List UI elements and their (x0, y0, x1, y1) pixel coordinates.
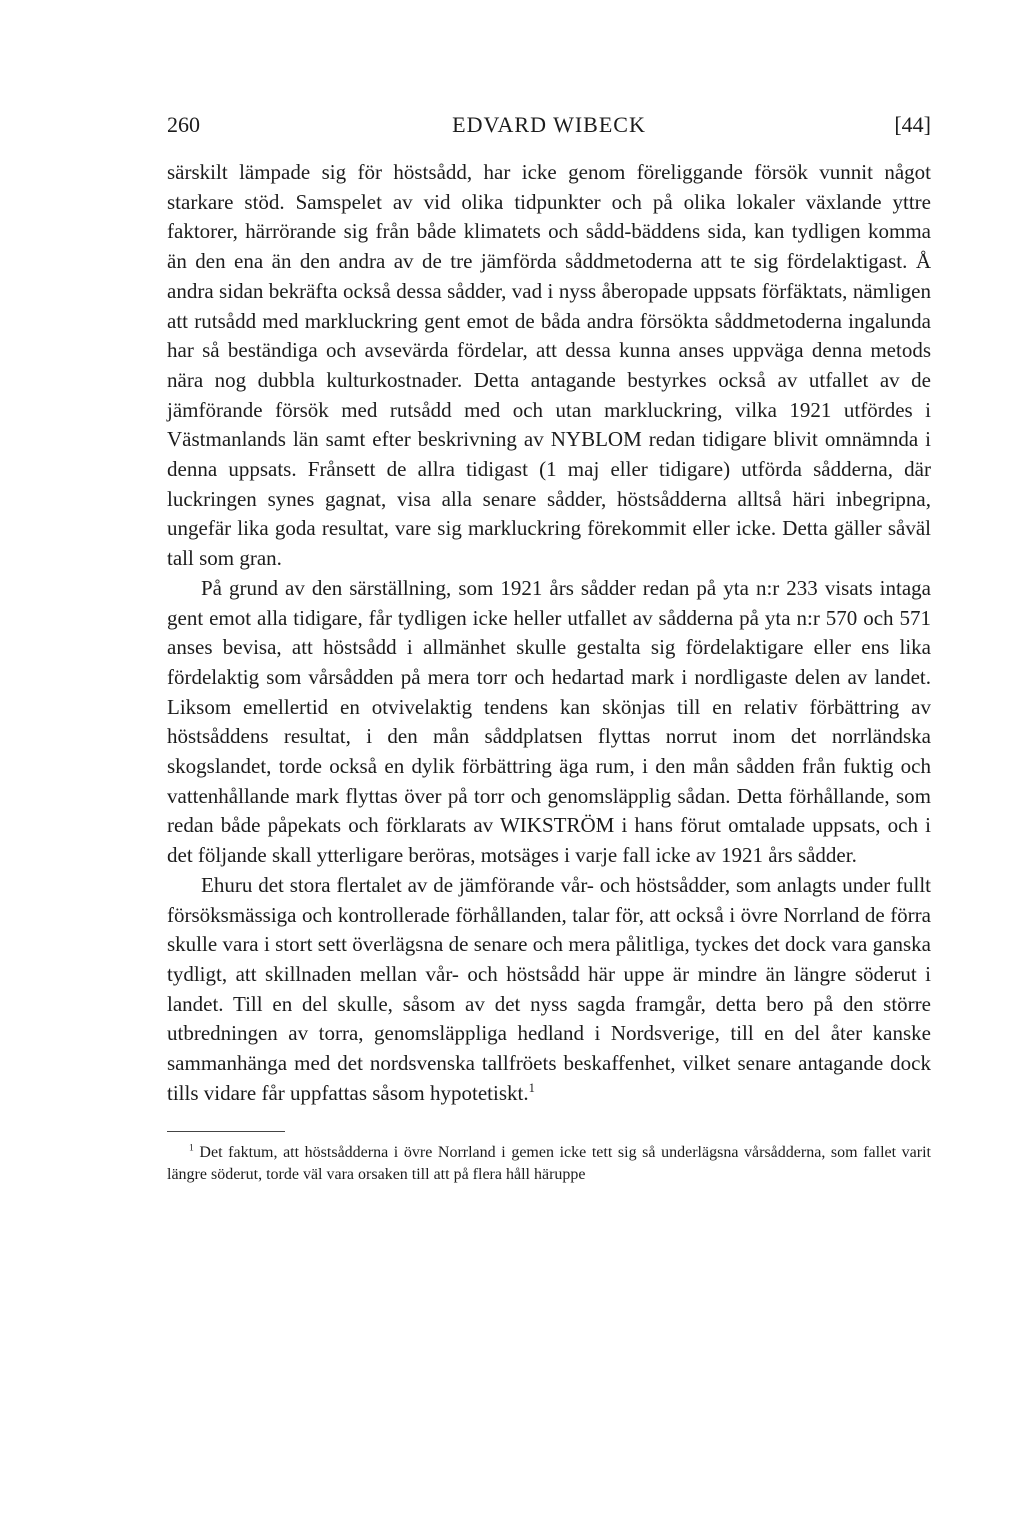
footnote-text: Det faktum, att höstsådderna i övre Norrland i gemen icke tett sig så underlägsna vårsådderna, som fallet varit längre söderut, torde väl vara orsaken till att på flera håll häruppe (167, 1143, 932, 1183)
footnote-reference: 1 (528, 1080, 535, 1095)
footnote (167, 1142, 931, 1186)
running-head (167, 112, 931, 146)
paragraph-3 (167, 871, 931, 1109)
footnote-marker: 1 (189, 1142, 194, 1154)
author-heading: EDVARD WIBECK (452, 112, 646, 137)
book-page (167, 112, 931, 1186)
paragraph-3-text: Ehuru det stora flertalet av de jämförande vår- och höstsådder, som anlagts under fullt försöksmässiga och kontrollerade förhållanden, talar för, att också i övre Norrland de förra skulle vara i stort sett överlägsna de senare och mera pålitliga, tyckes det dock vara ganska tydligt, att skillnaden mellan vår- och höstsådd här uppe är mindre än längre söderut i landet. Till en del skulle, såsom av det nyss sagda framgår, detta bero på den större utbredningen av torra, genomsläppliga hedland i Nordsverige, till en del åter kanske sammanhänga med det nordsvenska tallfröets beskaffenhet, vilket senare antagande dock tills vidare får uppfattas såsom hypotetiskt. (167, 872, 931, 1105)
page-number: 260 (167, 112, 200, 137)
footnote-divider (167, 1131, 285, 1132)
paragraph-1: särskilt lämpade sig för höstsådd, har icke genom föreliggande försök vunnit något starkare stöd. Samspelet av vid olika tidpunkter och på olika lokaler växlande yttre faktorer, härrörande sig från både klimatets och sådd-bäddens sida, kan tydligen komma än den ena än den andra av de tre jämförda såddmetoderna att te sig fördelaktigast. Å andra sidan bekräfta också dessa sådder, vad i nyss åberopade uppsats förfäktats, nämligen att rutsådd med markluckring gent emot de båda andra försökta såddmetoderna ingalunda har så beständiga och avsevärda fördelar, att dessa kunna anses uppväga denna metods nära nog dubbla kulturkostnader. Detta antagande bestyrkes också av utfallet av de jämförande försök med rutsådd med och utan markluckring, vilka 1921 utfördes i Västmanlands län samt efter beskrivning av NYBLOM redan tidigare blivit omnämnda i denna uppsats. Frånsett de allra tidigast (1 maj eller tidigare) utförda sådderna, där luckringen synes gagnat, visa alla senare sådder, höstsådderna alltså häri inbegripna, ungefär lika goda resultat, vare sig markluckring förekommit eller icke. Detta gäller såväl tall som gran. (167, 160, 931, 571)
paragraph-2: På grund av den särställning, som 1921 års sådder redan på yta n:r 233 visats intaga gent emot alla tidigare, får tydligen icke heller utfallet av sådderna på yta n:r 570 och 571 anses bevisa, att höstsådd i allmänhet skulle gestalta sig fördelaktigare eller ens lika fördelaktig som vårsådden på mera torr och hedartad mark i nordligaste delen av landet. Liksom emellertid en otvivelaktig tendens kan skönjas till en relativ förbättring av höstsåddens resultat, i den mån såddplatsen flyttas norrut inom det norrländska skogslandet, torde också en dylik förbättring äga rum, i den mån sådden från fuktig och vattenhållande mark flyttas över på torr och genomsläpplig sådan. Detta förhållande, som redan både påpekats och förklarats av WIKSTRÖM i hans förut omtalade uppsats, och i det följande skall ytterligare beröras, motsäges i varje fall icke av 1921 års sådder. (167, 575, 931, 868)
bracket-page-number: [44] (894, 112, 931, 137)
body-text (167, 158, 931, 1109)
